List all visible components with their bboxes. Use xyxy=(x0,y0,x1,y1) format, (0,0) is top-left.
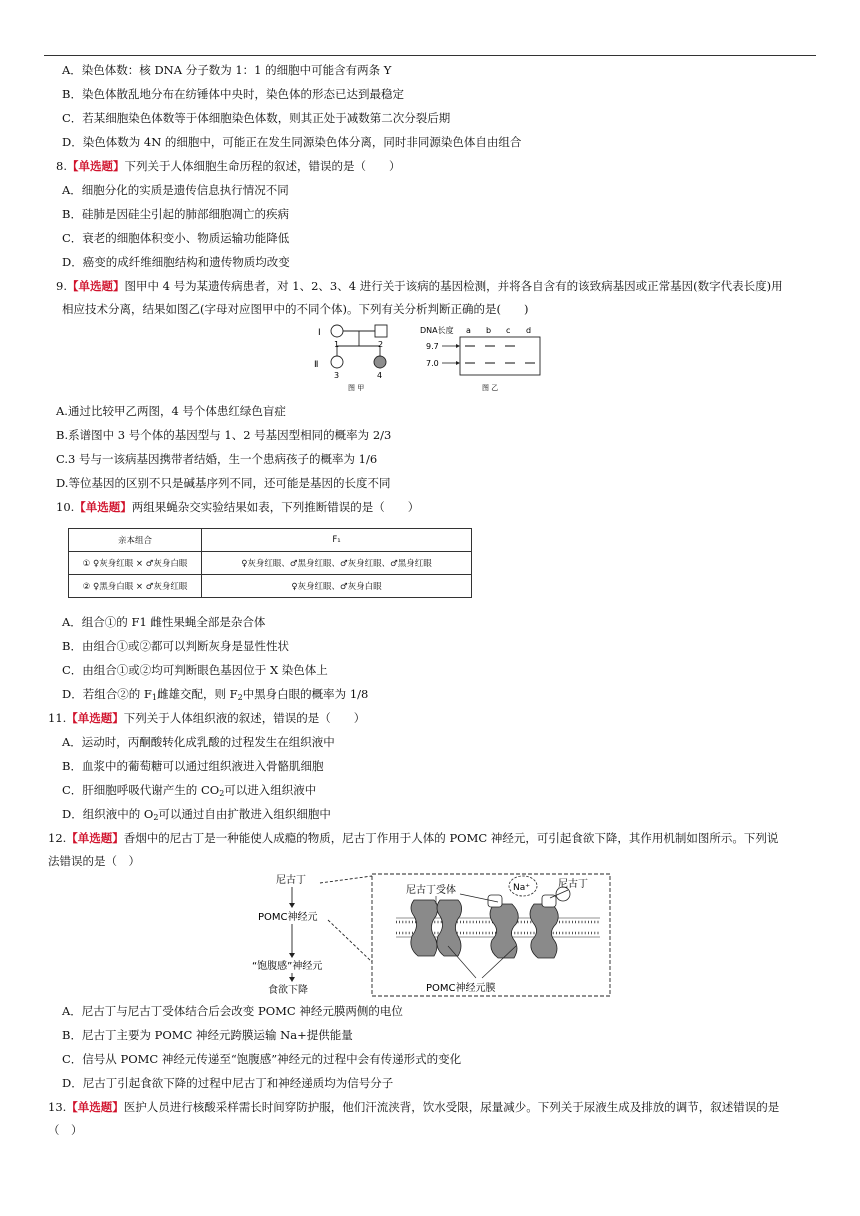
flow-nicotine-label: 尼古丁 xyxy=(276,875,306,886)
cross-results-table xyxy=(68,528,472,598)
q9-tag: 【单选题】 xyxy=(66,279,125,293)
q12-stem-line1 xyxy=(48,830,778,846)
q9-stem-line2: 相应技术分离，结果如图乙(字母对应图甲中的不同个体)。下列有关分析判断正确的是( ) xyxy=(62,302,529,316)
q10-option-c: C．由组合①或②均可判断眼色基因位于 X 染色体上 xyxy=(62,663,328,677)
flow-satiety-label: “饱腹感”神经元 xyxy=(252,961,323,972)
q9-stem-line1 xyxy=(56,278,783,294)
q9-option-c: C.3 号与一该病基因携带者结婚，生一个患病孩子的概率为 1/6 xyxy=(56,452,378,466)
q11-number: 11. xyxy=(48,711,67,725)
q11-stem xyxy=(48,710,365,726)
nicotine-label: 尼古丁 xyxy=(558,879,588,890)
q10-option-a: A．组合①的 F1 雌性果蝇全部是杂合体 xyxy=(62,615,266,629)
q9-option-d: D.等位基因的区别不只是碱基序列不同，还可能是基因的长度不同 xyxy=(56,476,391,490)
flow-arrow-2 xyxy=(289,953,295,958)
q12-option-c: C．信号从 POMC 神经元传递至“饱腹感”神经元的过程中会有传递形式的变化 xyxy=(62,1052,462,1066)
individual-1-female xyxy=(331,325,343,337)
individual-3-female xyxy=(331,356,343,368)
flow-arrow-1 xyxy=(289,903,295,908)
q8-stem-text: 下列关于人体细胞生命历程的叙述，错误的是（ ） xyxy=(124,159,401,173)
q10-option-b: B．由组合①或②都可以判断灰身是显性性状 xyxy=(62,639,289,653)
q8-option-c: C．衰老的细胞体积变小、物质运输功能降低 xyxy=(62,231,290,245)
q10-option-d: D．若组合②的 $F_1$雌雄交配，则 $F_2$中黑身白眼的概率为 1/8 xyxy=(62,687,369,702)
individual-4-number: 4 xyxy=(377,371,383,380)
q7-option-d: D．染色体数为 4N 的细胞中，可能正在发生同源染色体分离，同时非同源染色体自由组合 xyxy=(62,135,522,149)
gel-row-7-0-label: 7.0 xyxy=(426,359,439,368)
individual-1-number: 1 xyxy=(334,340,340,349)
generation-2-label: Ⅱ xyxy=(314,360,319,370)
q12-option-b: B．尼古丁主要为 POMC 神经元跨膜运输 Na+提供能量 xyxy=(62,1028,353,1042)
header-rule xyxy=(44,55,816,56)
flow-appetite-label: 食欲下降 xyxy=(268,985,308,996)
q8-option-d: D．癌变的成纤维细胞结构和遗传物质均改变 xyxy=(62,255,290,269)
q9-option-b: B.系谱图中 3 号个体的基因型与 1、2 号基因型相同的概率为 2/3 xyxy=(56,428,392,442)
nicotine-mechanism-figure xyxy=(250,870,614,1000)
q11-option-c: C．肝细胞呼吸代谢产生的 $CO_2$可以进入组织液中 xyxy=(62,783,317,798)
gel-header-label: DNA长度 xyxy=(420,326,454,335)
q8-stem xyxy=(56,158,400,174)
q13-tag: 【单选题】 xyxy=(66,1100,124,1114)
q10-number: 10. xyxy=(56,500,75,514)
q10-stem xyxy=(56,499,419,515)
q11-stem-text: 下列关于人体组织液的叙述，错误的是（ ） xyxy=(123,711,366,725)
q8-tag: 【单选题】 xyxy=(66,159,125,173)
q7-option-a: A．染色体数：核 DNA 分子数为 1：1 的细胞中可能含有两条 Y xyxy=(62,63,392,77)
table-header-row xyxy=(69,529,472,552)
q12-stem-text: 香烟中的尼古丁是一种能使人成瘾的物质，尼古丁作用于人体的 POMC 神经元，可引起食欲下降，其作用机制如图所示。下列说 xyxy=(123,831,779,845)
q13-number: 13. xyxy=(48,1100,67,1114)
gel-col-c: c xyxy=(506,326,511,335)
generation-1-label: Ⅰ xyxy=(318,328,321,338)
q10-tag: 【单选题】 xyxy=(74,500,132,514)
table-cell-f1-1: ♀灰身红眼、♂黑身红眼、♂灰身红眼、♂黑身红眼 xyxy=(202,552,472,575)
q13-stem-line2: （ ） xyxy=(48,1123,83,1137)
q12-option-d: D．尼古丁引起食欲下降的过程中尼古丁和神经递质均为信号分子 xyxy=(62,1076,394,1090)
table-cell-cross-2: ② ♀黑身白眼 × ♂灰身红眼 xyxy=(69,575,202,598)
q12-stem-line2: 法错误的是（ ） xyxy=(48,854,140,868)
q10-stem-text: 两组果蝇杂交实验结果如表，下列推断错误的是（ ） xyxy=(131,500,420,514)
individual-4-affected-female xyxy=(374,356,386,368)
q11-tag: 【单选题】 xyxy=(66,711,124,725)
q11-option-b: B．血浆中的葡萄糖可以通过组织液进入骨骼肌细胞 xyxy=(62,759,324,773)
sodium-ion-label: Na⁺ xyxy=(513,883,530,893)
table-cell-f1-2: ♀灰身红眼、♂灰身白眼 xyxy=(202,575,472,598)
table-header-parents: 亲本组合 xyxy=(69,529,202,552)
gel-col-d: d xyxy=(526,326,532,335)
gel-box xyxy=(460,337,540,375)
table-row xyxy=(69,575,472,598)
q11-option-a: A．运动时，丙酮酸转化成乳酸的过程发生在组织液中 xyxy=(62,735,335,749)
gel-col-b: b xyxy=(486,326,492,335)
q12-tag: 【单选题】 xyxy=(66,831,124,845)
q8-number: 8. xyxy=(56,159,67,173)
q9-option-a: A.通过比较甲乙两图，4 号个体患红绿色盲症 xyxy=(56,404,286,418)
q13-stem-line1 xyxy=(48,1099,779,1115)
flow-arrow-3 xyxy=(289,977,295,982)
flow-pomc-label: POMC神经元 xyxy=(258,912,318,923)
pedigree-caption: 图 甲 xyxy=(348,384,365,392)
gel-figure xyxy=(420,322,550,392)
q11-option-d: D．组织液中的 $O_2$可以通过自由扩散进入组织细胞中 xyxy=(62,807,331,822)
membrane-label: POMC神经元膜 xyxy=(426,983,496,994)
individual-3-number: 3 xyxy=(334,371,340,380)
pedigree-figure xyxy=(312,322,402,392)
q9-stem-text: 图甲中 4 号为某遗传病患者，对 1、2、3、4 进行关于该病的基因检测，并将各自含有的该致病基因或正常基因(数字代表长度)用 xyxy=(124,279,783,293)
table-row xyxy=(69,552,472,575)
gel-row-9-7-label: 9.7 xyxy=(426,342,439,351)
q12-number: 12. xyxy=(48,831,67,845)
table-header-f1: F₁ xyxy=(202,529,472,552)
q8-option-a: A．细胞分化的实质是遗传信息执行情况不同 xyxy=(62,183,289,197)
table-cell-cross-1: ① ♀灰身红眼 × ♂灰身白眼 xyxy=(69,552,202,575)
gel-col-a: a xyxy=(466,326,471,335)
q7-option-b: B．染色体散乱地分布在纺锤体中央时，染色体的形态已达到最稳定 xyxy=(62,87,404,101)
q8-option-b: B．硅肺是因硅尘引起的肺部细胞凋亡的疾病 xyxy=(62,207,289,221)
gel-caption: 图 乙 xyxy=(482,384,499,392)
individual-2-male xyxy=(375,325,387,337)
receptor-label: 尼古丁受体 xyxy=(406,885,456,896)
q9-number: 9. xyxy=(56,279,67,293)
q7-option-c: C．若某细胞染色体数等于体细胞染色体数，则其正处于减数第二次分裂后期 xyxy=(62,111,451,125)
q13-stem-text: 医护人员进行核酸采样需长时间穿防护服，他们汗流浃背，饮水受限，尿量减少。下列关于尿液生成及排放的调节，叙述错误的是 xyxy=(123,1100,780,1114)
individual-2-number: 2 xyxy=(378,340,384,349)
q12-option-a: A．尼古丁与尼古丁受体结合后会改变 POMC 神经元膜两侧的电位 xyxy=(62,1004,403,1018)
